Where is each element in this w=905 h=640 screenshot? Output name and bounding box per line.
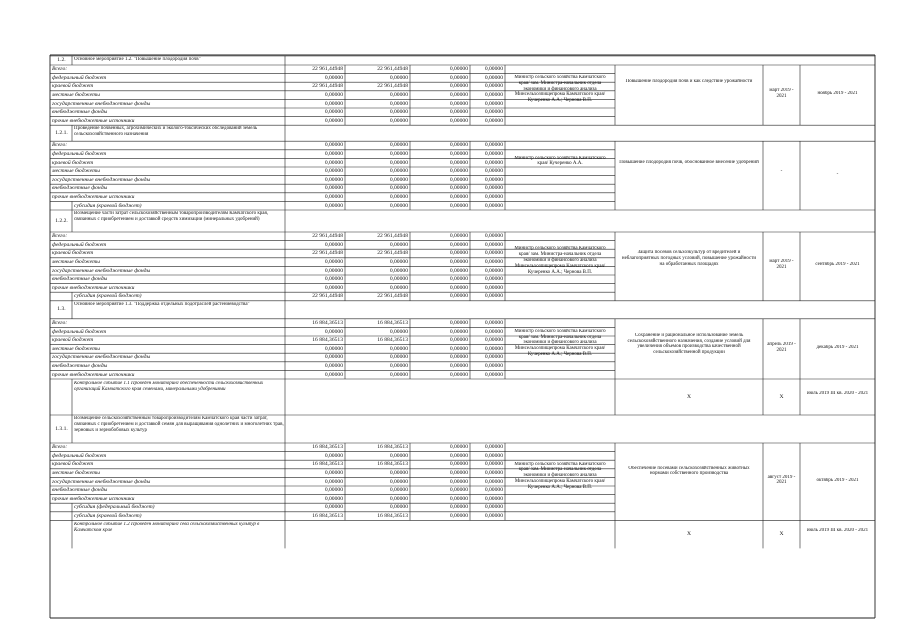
b5-subsidy-value-0: 16 884,36513	[312, 513, 343, 519]
b4-row-6-value-0: 0,00000	[324, 371, 343, 378]
b2-subsidy-value-1: 0,00000	[389, 202, 408, 209]
b3-row-6-value-1: 0,00000	[389, 284, 408, 291]
b4-row-2-value-0: 16 884,36513	[312, 337, 343, 344]
b3-row-5-value-0: 0,00000	[324, 276, 343, 283]
b5-row-0-value-1: 16 884,36513	[377, 444, 408, 451]
b2-row-1-value-0: 0,00000	[324, 151, 343, 157]
b4-row-1-value-1: 0,00000	[389, 328, 408, 335]
b1-row-5-label: внебюджетные фонды	[52, 109, 108, 116]
b4-row-4-value-2: 0,00000	[449, 354, 468, 361]
b1-start-date: март 2019 - 2021	[769, 88, 794, 99]
b3-row-4-label: государственные внебюджетные фонды	[52, 267, 151, 274]
b1-row-4-value-0: 0,00000	[324, 100, 343, 107]
b3-responsible: Министр сельского хозяйства Камчатского края/ зам. Министра-начальник отдела экономики и финансового анализа Минсельхозпищепрома Камчатского края/Кучеренко А.А.; Чернова В.П.	[514, 246, 606, 275]
b2-row-4-value-2: 0,00000	[449, 176, 468, 183]
b2-row-6-value-2: 0,00000	[449, 194, 468, 200]
b5-subsidy_fed-label: субсидия (федеральный бюджет)	[74, 504, 155, 511]
b4-row-0-label: Всего:	[52, 320, 68, 326]
b5-subsidy-label: субсидия (краевой бюджет)	[74, 513, 142, 519]
b3-subsidy-value-2: 0,00000	[449, 293, 468, 300]
b2-row-2-label: краевой бюджет	[52, 159, 94, 166]
b2-subsidy-value-0: 0,00000	[324, 202, 343, 209]
b4-row-2-label: краевой бюджет	[52, 337, 94, 344]
ev2-mark-2: Х	[779, 531, 784, 538]
b3-row-4-value-3: 0,00000	[484, 267, 503, 274]
b5-row-1-value-2: 0,00000	[449, 452, 468, 459]
b3-end-date: сентябрь 2019 - 2021	[815, 262, 860, 268]
b4-row-2-value-1: 16 884,36513	[377, 337, 408, 344]
b4-row-1-value-3: 0,00000	[484, 328, 503, 335]
b2-row-5-value-3: 0,00000	[484, 185, 503, 192]
b5-row-1-value-3: 0,00000	[484, 452, 503, 459]
b1-row-6-value-0: 0,00000	[324, 117, 343, 124]
b5-subsidy_fed-value-0: 0,00000	[324, 504, 343, 511]
b1-row-5-value-0: 0,00000	[324, 109, 343, 116]
b5-start-date: август 2019 - 2021	[767, 474, 796, 486]
b4-responsible: Министр сельского хозяйства Камчатского края/ зам. Министра-начальник отдела экономики и финансового анализа Минсельхозпищепрома Камчатского края/Кучеренко А.А.; Чернова В.П.	[514, 328, 606, 358]
b3-row-3-value-3: 0,00000	[484, 259, 503, 265]
b5-subsidy_fed-value-1: 0,00000	[389, 504, 408, 511]
b2-row-0-label: Всего:	[52, 142, 68, 149]
b2-row-0-value-0: 0,00000	[324, 142, 343, 149]
b5-row-5-value-0: 0,00000	[324, 487, 343, 494]
b5-row-6-value-2: 0,00000	[449, 495, 468, 502]
b4-row-2-value-3: 0,00000	[484, 337, 503, 344]
b1-row-1-value-2: 0,00000	[449, 74, 468, 81]
b5-subsidy_fed-value-2: 0,00000	[449, 504, 468, 511]
sec-1-2-1-number: 1.2.1.	[55, 129, 68, 136]
sec-1-3-1-title: Возмещение сельскохозяйственным товаропроизводителям Камчатского края части затрат, связанных с приобретением и доставкой семян для выращивания однолетних и многолетних трав, зерновых и зернобобовых культур	[74, 416, 284, 433]
b2-end-date: -	[836, 171, 839, 177]
ev2-title: Контрольное событие 1.2 Проведен мониторинг сева сельскохозяйственных культур в Камчатском крае	[74, 522, 260, 534]
b1-end-date: ноябрь 2019 - 2021	[817, 91, 858, 97]
sec-1-2-1-title: Проведение почвенных, агрохимических и эколого-токсических обследований земель сельскохозяйственного назначения	[74, 126, 258, 137]
b5-row-4-value-2: 0,00000	[449, 478, 468, 485]
b3-row-2-value-0: 22 961,44948	[312, 250, 343, 257]
b1-row-4-value-1: 0,00000	[389, 100, 408, 107]
ev1-date: июль 2019 III кв. 2020 - 2021	[806, 391, 869, 396]
b4-row-5-value-3: 0,00000	[484, 363, 503, 369]
b5-responsible: Министр сельского хозяйства Камчатского края/ зам. Министра-начальник отдела экономики и финансового анализа Минсельхозпищепрома Камчатского края/Кучеренко А.А.; Чернова В.П.	[514, 461, 606, 490]
b1-row-6-label: прочие внебюджетные источники	[52, 117, 135, 124]
b2-row-3-value-3: 0,00000	[484, 168, 503, 175]
b1-row-5-value-3: 0,00000	[484, 109, 503, 116]
b1-row-2-label: краевой бюджет	[52, 83, 94, 90]
b4-row-5-value-0: 0,00000	[324, 363, 343, 369]
b3-subsidy-label: субсидия (краевой бюджет)	[74, 293, 142, 300]
sec-1-3-title: Основное мероприятие 1.3. "Поддержка отдельных подотраслей растениеводства"	[74, 301, 250, 307]
b2-row-5-value-0: 0,00000	[324, 185, 343, 192]
b3-row-0-label: Всего:	[52, 233, 68, 240]
b2-row-1-value-1: 0,00000	[389, 151, 408, 157]
b5-row-3-value-3: 0,00000	[484, 470, 503, 476]
b3-row-5-label: внебюджетные фонды	[52, 276, 108, 283]
b5-row-4-label: государственные внебюджетные фонды	[52, 478, 151, 485]
b4-row-4-label: государственные внебюджетные фонды	[52, 354, 151, 361]
b5-row-1-value-0: 0,00000	[324, 452, 343, 459]
b3-row-0-value-0: 22 961,44948	[312, 233, 343, 240]
b5-row-1-value-1: 0,00000	[389, 452, 408, 459]
b1-row-4-label: государственные внебюджетные фонды	[52, 100, 151, 107]
b5-result: Обеспечение посевами сельскохозяйственных животных нормами собственного производства	[628, 465, 750, 477]
b4-row-5-value-1: 0,00000	[389, 363, 408, 369]
b3-row-3-value-1: 0,00000	[389, 259, 408, 265]
ev2-mark-1: Х	[686, 531, 692, 538]
b3-row-0-value-2: 0,00000	[449, 233, 468, 240]
b3-row-6-value-0: 0,00000	[324, 284, 343, 291]
b2-row-3-value-0: 0,00000	[324, 168, 343, 175]
b2-row-4-value-0: 0,00000	[324, 176, 343, 183]
b1-row-0-value-1: 22 961,44948	[377, 66, 408, 73]
b3-row-1-label: федеральный бюджет	[52, 241, 107, 248]
b3-row-2-value-3: 0,00000	[484, 250, 503, 257]
b5-row-5-value-1: 0,00000	[389, 487, 408, 494]
b5-row-3-value-1: 0,00000	[389, 470, 408, 476]
b3-subsidy-value-0: 22 961,44948	[312, 293, 343, 300]
b2-row-2-value-0: 0,00000	[324, 159, 343, 166]
b2-row-2-value-1: 0,00000	[389, 159, 408, 166]
b3-row-2-value-1: 22 961,44948	[377, 250, 408, 257]
b2-subsidy-value-3: 0,00000	[484, 202, 503, 209]
b5-row-4-value-0: 0,00000	[324, 478, 343, 485]
b3-row-4-value-0: 0,00000	[324, 267, 343, 274]
sec-1-2-number: 1.2.	[57, 57, 66, 63]
b2-row-5-label: внебюджетные фонды	[52, 185, 108, 192]
b1-responsible: Министр сельского хозяйства Камчатского края/ зам. Министра-начальник отдела экономики и финансового анализа Минсельхозпищепрома Камчатского края/ Кучеренко А.А.; Чернова В.П.	[514, 75, 606, 104]
b2-row-4-value-1: 0,00000	[389, 176, 408, 183]
b1-row-2-value-1: 22 961,44948	[377, 83, 408, 90]
b5-row-0-value-0: 16 884,36513	[312, 444, 343, 451]
b1-row-0-value-3: 0,00000	[484, 66, 503, 73]
b2-responsible: Министр сельского хозяйства Камчатского края/ Кучеренко А.А.	[514, 155, 606, 167]
b1-row-3-label: местные бюджеты	[52, 92, 100, 98]
b2-row-2-value-2: 0,00000	[449, 159, 468, 166]
b2-row-2-value-3: 0,00000	[484, 159, 503, 166]
b4-row-0-value-3: 0,00000	[484, 320, 503, 326]
b4-row-3-value-0: 0,00000	[324, 345, 343, 352]
b3-row-4-value-2: 0,00000	[449, 267, 468, 274]
b5-row-5-value-2: 0,00000	[449, 487, 468, 494]
sec-1-3-number: 1.3.	[57, 306, 66, 313]
b2-row-4-value-3: 0,00000	[484, 176, 503, 183]
b1-row-6-value-3: 0,00000	[484, 117, 503, 124]
b3-row-1-value-0: 0,00000	[324, 241, 343, 248]
ev2-date: июль 2019 III кв. 2020 - 2021	[806, 528, 869, 534]
b5-row-2-value-0: 16 884,36513	[312, 461, 343, 468]
b5-row-0-label: Всего:	[52, 444, 68, 451]
b3-row-3-value-0: 0,00000	[324, 259, 343, 265]
b2-row-0-value-2: 0,00000	[449, 142, 468, 149]
sec-1-2-2-number: 1.2.2.	[55, 217, 68, 224]
b5-row-3-value-0: 0,00000	[324, 470, 343, 476]
b3-row-6-value-3: 0,00000	[484, 284, 503, 291]
b5-row-6-value-1: 0,00000	[389, 495, 408, 502]
b4-row-4-value-0: 0,00000	[324, 354, 343, 361]
b2-subsidy-label: субсидия (краевой бюджет)	[74, 202, 142, 209]
b4-row-6-value-1: 0,00000	[389, 371, 408, 378]
b5-row-2-value-1: 16 884,36513	[377, 461, 408, 468]
b2-row-6-value-1: 0,00000	[389, 194, 408, 200]
b2-result: Повышение плодородия почв, обоснованное внесение удобрений	[619, 159, 759, 165]
b4-row-0-value-1: 16 884,36513	[377, 320, 408, 326]
b1-row-3-value-2: 0,00000	[449, 92, 468, 98]
b4-result: Сохранение и рациональное использование земель сельскохозяйственного назначения, создание условий для увеличения объемов производства качественной сельскохозяйственной продукции	[627, 332, 751, 356]
b1-row-2-value-2: 0,00000	[449, 83, 468, 90]
b3-row-5-value-2: 0,00000	[449, 276, 468, 283]
b5-row-0-value-2: 0,00000	[449, 444, 468, 451]
b1-row-6-value-2: 0,00000	[449, 117, 468, 124]
b5-row-5-label: внебюджетные фонды	[52, 487, 108, 494]
b1-row-1-value-0: 0,00000	[324, 74, 343, 81]
b4-row-6-label: прочие внебюджетные источники	[52, 371, 135, 378]
b4-row-3-label: местные бюджеты	[52, 345, 100, 352]
b3-row-1-value-1: 0,00000	[389, 241, 408, 248]
b1-row-2-value-0: 22 961,44948	[312, 83, 343, 90]
b5-row-2-value-3: 0,00000	[484, 461, 503, 468]
b5-row-2-value-2: 0,00000	[449, 461, 468, 468]
b4-row-4-value-3: 0,00000	[484, 354, 503, 361]
b4-row-1-label: федеральный бюджет	[52, 328, 107, 335]
b5-row-6-value-3: 0,00000	[484, 495, 503, 502]
b4-row-6-value-3: 0,00000	[484, 371, 503, 378]
b4-row-5-value-2: 0,00000	[449, 363, 468, 369]
b2-row-0-value-1: 0,00000	[389, 142, 408, 149]
b4-row-0-value-0: 16 884,36513	[312, 320, 343, 326]
b2-subsidy-value-2: 0,00000	[449, 202, 468, 209]
b2-row-1-value-2: 0,00000	[449, 151, 468, 157]
b3-row-1-value-2: 0,00000	[449, 241, 468, 248]
b3-row-2-value-2: 0,00000	[449, 250, 468, 257]
b1-row-1-label: федеральный бюджет	[52, 74, 107, 81]
b1-row-0-value-0: 22 961,44948	[312, 66, 343, 73]
ev1-mark-1: Х	[686, 394, 692, 400]
b1-row-3-value-1: 0,00000	[389, 92, 408, 98]
b4-row-5-label: внебюджетные фонды	[52, 363, 108, 369]
b1-row-0-value-2: 0,00000	[449, 66, 468, 73]
b2-row-6-label: прочие внебюджетные источники	[52, 194, 135, 200]
b5-subsidy-value-1: 16 884,36513	[377, 513, 408, 519]
b2-row-1-label: федеральный бюджет	[52, 151, 107, 157]
b3-row-5-value-3: 0,00000	[484, 276, 503, 283]
b3-row-1-value-3: 0,00000	[484, 241, 503, 248]
b2-row-3-value-2: 0,00000	[449, 168, 468, 175]
b3-row-2-label: краевой бюджет	[52, 250, 94, 257]
b2-row-5-value-2: 0,00000	[449, 185, 468, 192]
b4-row-3-value-2: 0,00000	[449, 345, 468, 352]
b3-subsidy-value-1: 22 961,44948	[377, 293, 408, 300]
b4-row-3-value-1: 0,00000	[389, 345, 408, 352]
b3-subsidy-value-3: 0,00000	[484, 293, 503, 300]
b1-result: Повышение плодородия почв и как следствие урожайности	[625, 79, 753, 85]
b2-row-6-value-3: 0,00000	[484, 194, 503, 200]
sec-1-2-2-title: Возмещение части затрат сельскохозяйственным товаропроизводителям Камчатского края, связанных с приобретением и доставкой средств химизации (минеральных удобрений)	[74, 211, 269, 222]
b3-start-date: март 2019 - 2021	[769, 259, 794, 271]
b1-row-5-value-1: 0,00000	[389, 109, 408, 116]
b3-result: Защита посевов сельхозкультур от вредителей и неблагоприятных погодных условий, повышение урожайности на обработанных площадях	[621, 250, 757, 267]
b1-row-3-value-3: 0,00000	[484, 92, 503, 98]
b3-row-0-value-3: 0,00000	[484, 233, 503, 240]
b5-row-4-value-3: 0,00000	[484, 478, 503, 485]
b4-row-6-value-2: 0,00000	[449, 371, 468, 378]
ev1-mark-2: Х	[779, 394, 784, 400]
b1-row-4-value-2: 0,00000	[449, 100, 468, 107]
ev1-title: Контрольное событие 1.1 Проведен мониторинг обеспеченности сельскохозяйственных организаций Камчатского края семенами, минеральными удобрениями	[74, 381, 264, 392]
b5-row-2-label: краевой бюджет	[52, 461, 94, 468]
b5-end-date: октябрь 2019 - 2021	[816, 477, 859, 483]
b5-row-3-value-2: 0,00000	[449, 470, 468, 476]
b4-row-2-value-2: 0,00000	[449, 337, 468, 344]
b5-subsidy-value-2: 0,00000	[449, 513, 468, 519]
b2-row-0-value-3: 0,00000	[484, 142, 503, 149]
b5-row-6-label: прочие внебюджетные источники	[52, 495, 135, 502]
b5-row-6-value-0: 0,00000	[324, 495, 343, 502]
b1-row-2-value-3: 0,00000	[484, 83, 503, 90]
b1-row-5-value-2: 0,00000	[449, 109, 468, 116]
b2-start-date: -	[780, 168, 783, 174]
sec-1-2-title: Основное мероприятие 1.2. "Повышение плодородия почв"	[74, 57, 201, 62]
b2-row-3-label: местные бюджеты	[52, 168, 100, 175]
b2-row-4-label: государственные внебюджетные фонды	[52, 176, 151, 183]
b2-row-1-value-3: 0,00000	[484, 151, 503, 157]
b2-row-6-value-0: 0,00000	[324, 194, 343, 200]
b4-row-1-value-2: 0,00000	[449, 328, 468, 335]
b4-row-4-value-1: 0,00000	[389, 354, 408, 361]
b1-row-1-value-3: 0,00000	[484, 74, 503, 81]
b1-row-6-value-1: 0,00000	[389, 117, 408, 124]
b3-row-6-label: прочие внебюджетные источники	[52, 284, 135, 291]
b1-row-1-value-1: 0,00000	[389, 74, 408, 81]
sec-1-3-1-number: 1.3.1.	[55, 425, 68, 432]
b4-row-3-value-3: 0,00000	[484, 345, 503, 352]
b4-start-date: апрель 2019 - 2021	[767, 341, 796, 353]
b5-row-0-value-3: 0,00000	[484, 444, 503, 451]
b5-subsidy_fed-value-3: 0,00000	[484, 504, 503, 511]
b3-row-3-value-2: 0,00000	[449, 259, 468, 265]
b5-row-1-label: федеральный бюджет	[52, 452, 107, 459]
b5-subsidy-value-3: 0,00000	[484, 513, 503, 519]
b1-row-3-value-0: 0,00000	[324, 92, 343, 98]
b1-row-0-label: Всего:	[52, 66, 68, 73]
b4-row-0-value-2: 0,00000	[449, 320, 468, 326]
b1-row-4-value-3: 0,00000	[484, 100, 503, 107]
b4-row-1-value-0: 0,00000	[324, 328, 343, 335]
b4-end-date: декабрь 2019 - 2021	[816, 344, 859, 350]
b3-row-6-value-2: 0,00000	[449, 284, 468, 291]
b3-row-3-label: местные бюджеты	[52, 259, 100, 265]
b5-row-5-value-3: 0,00000	[484, 487, 503, 494]
b5-row-3-label: местные бюджеты	[52, 470, 100, 476]
b2-row-5-value-1: 0,00000	[389, 185, 408, 192]
b3-row-0-value-1: 22 961,44948	[377, 233, 408, 240]
b3-row-5-value-1: 0,00000	[389, 276, 408, 283]
b2-row-3-value-1: 0,00000	[389, 168, 408, 175]
b3-row-4-value-1: 0,00000	[389, 267, 408, 274]
b5-row-4-value-1: 0,00000	[389, 478, 408, 485]
